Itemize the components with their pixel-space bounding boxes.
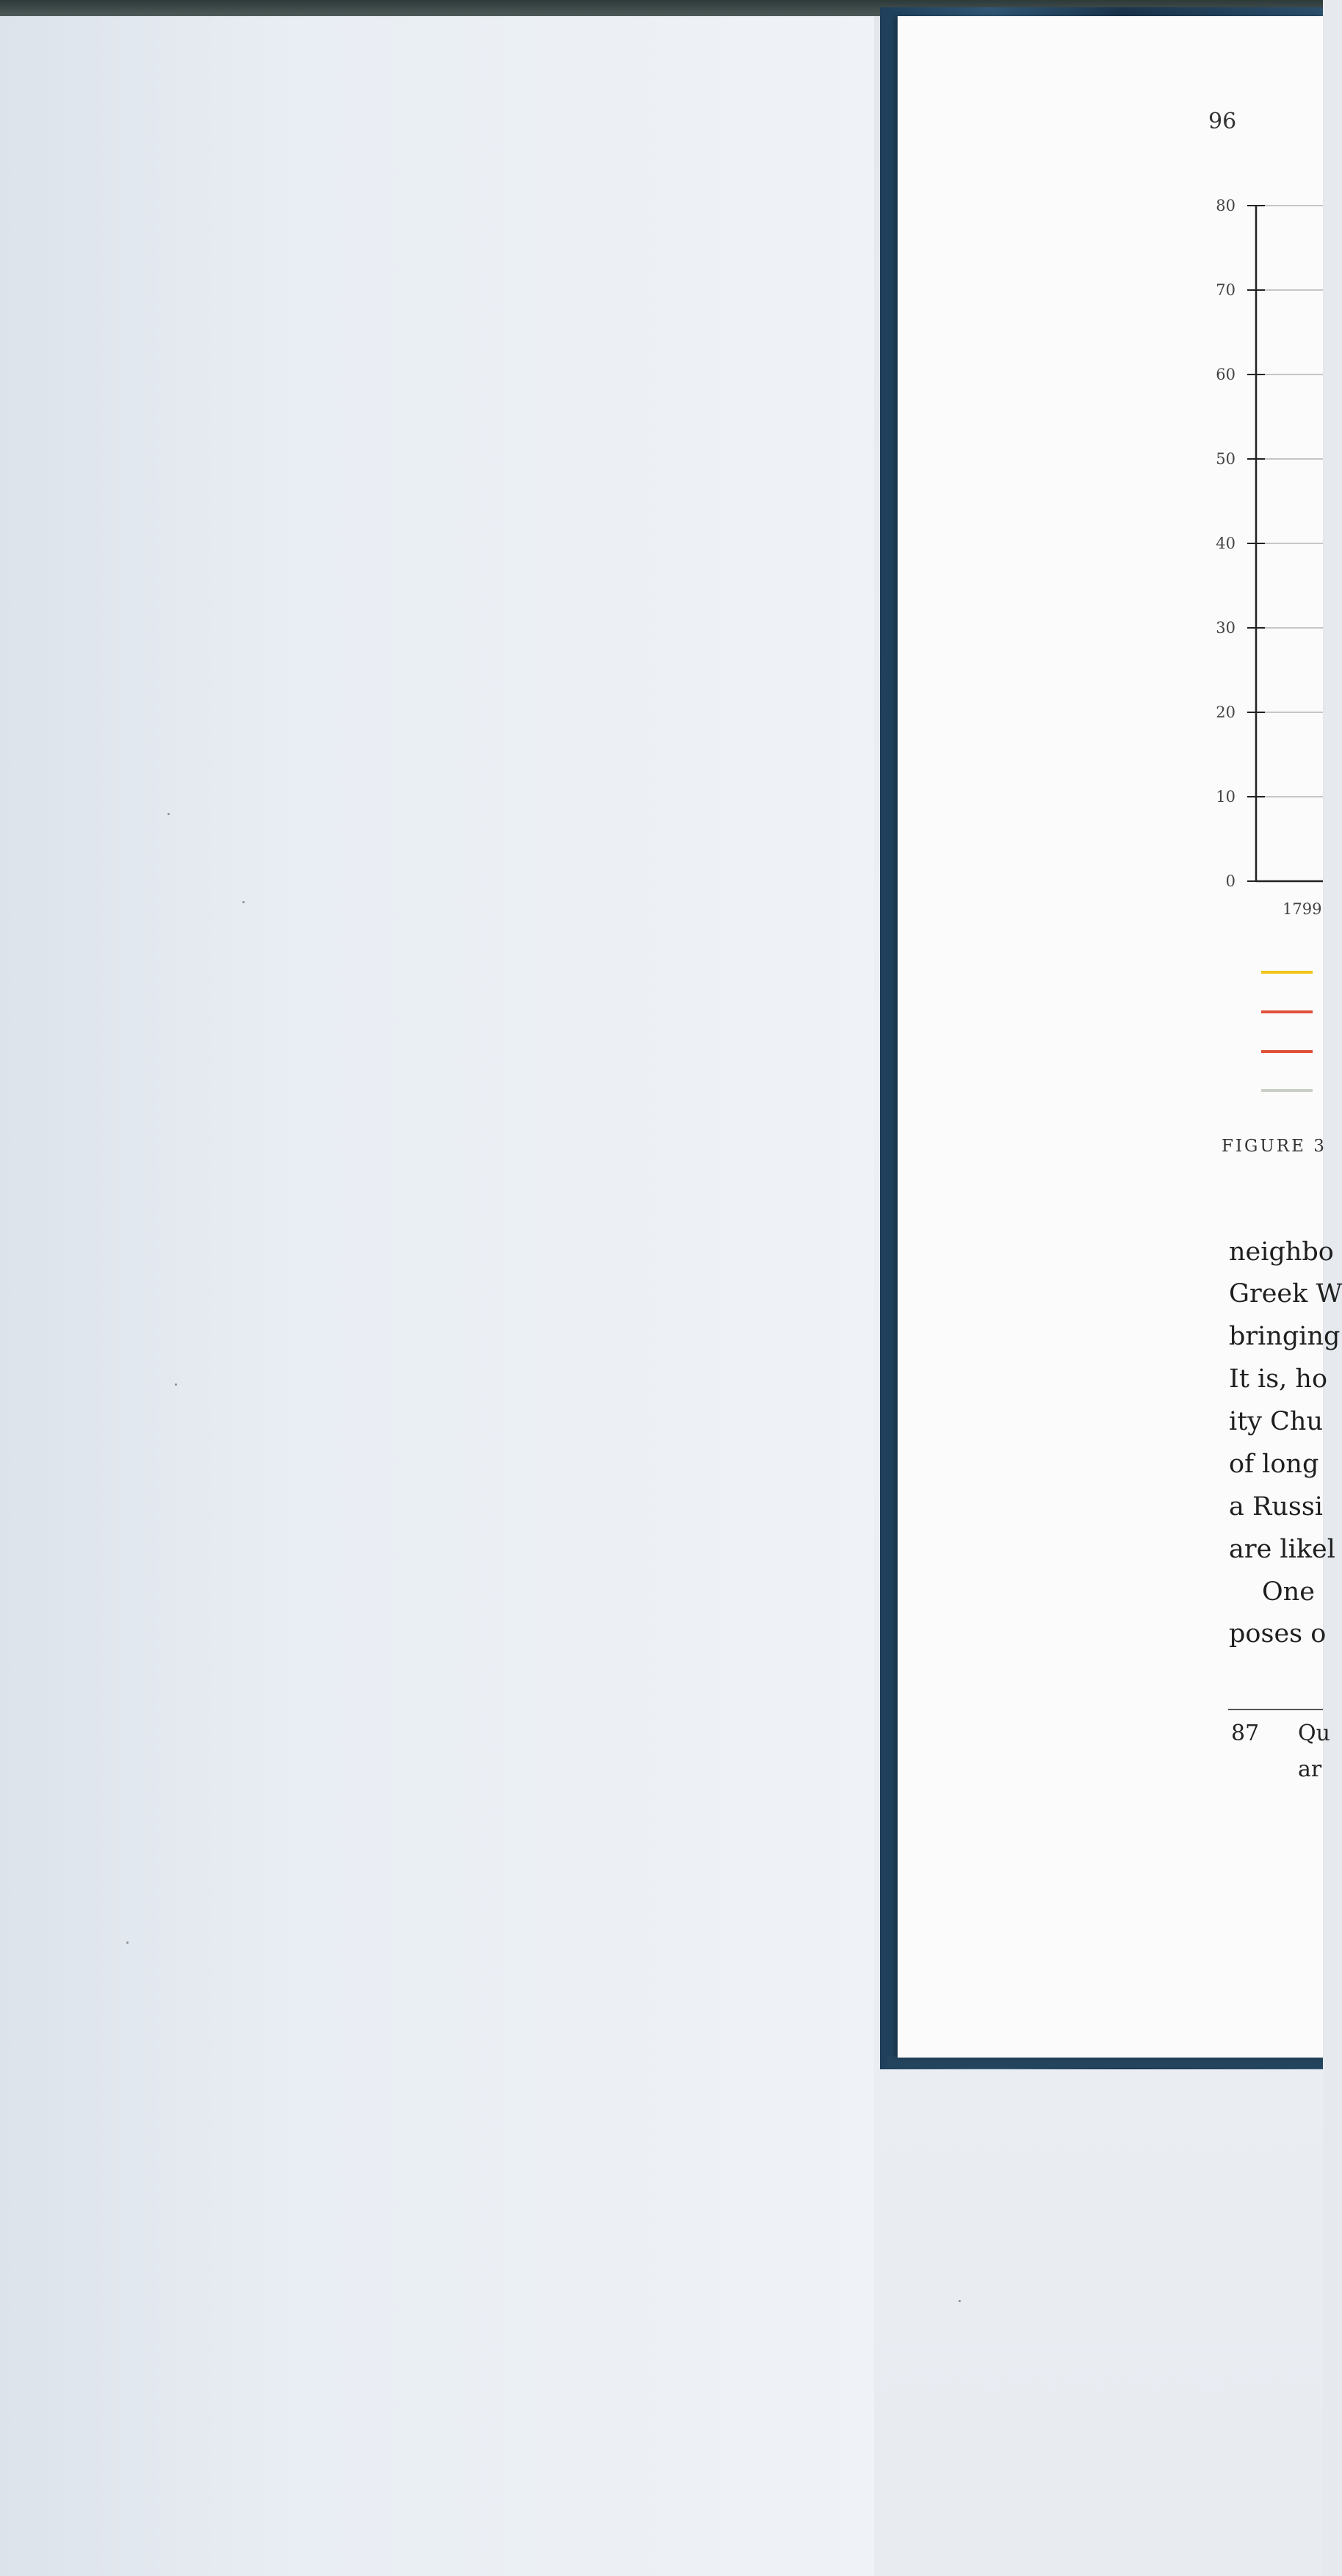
y-tick-label-60: 60 — [1216, 366, 1235, 383]
y-tick-label-40: 40 — [1216, 535, 1235, 552]
paper-speck — [175, 1383, 177, 1386]
legend-swatch-4 — [1261, 1089, 1313, 1092]
y-tick-label-50: 50 — [1216, 450, 1235, 468]
body-line: a Russi — [1229, 1492, 1324, 1522]
body-line: ity Chu — [1229, 1407, 1324, 1436]
y-axis-ticks — [1216, 197, 1265, 890]
paper-speck — [126, 1942, 129, 1944]
body-line: It is, ho — [1229, 1364, 1328, 1394]
y-tick-label-80: 80 — [1216, 197, 1235, 214]
footnote-number: 87 — [1231, 1721, 1260, 1746]
y-tick-label-70: 70 — [1216, 281, 1235, 299]
body-line: bringing — [1229, 1322, 1341, 1351]
page-number: 96 — [1208, 109, 1237, 134]
body-line: poses o — [1229, 1619, 1327, 1649]
x-tick-label-1799: 1799 — [1283, 900, 1322, 918]
chart-gridlines — [1256, 206, 1323, 881]
legend-swatch-3 — [1261, 1050, 1313, 1053]
legend-swatch-2 — [1261, 1010, 1313, 1013]
legend-swatch-1 — [1261, 971, 1313, 974]
paper-speck — [167, 813, 170, 815]
body-line: Greek W — [1229, 1279, 1342, 1309]
footnote-text: Qu — [1298, 1721, 1330, 1746]
left-blank-leaf — [0, 16, 874, 2576]
book-cover-bottom-edge — [887, 2056, 1323, 2068]
figure-caption: FIGURE 3 — [1222, 1137, 1327, 1156]
body-line: neighbo — [1229, 1237, 1334, 1267]
y-tick-label-20: 20 — [1216, 703, 1235, 721]
line-chart — [1190, 184, 1323, 918]
y-tick-label-30: 30 — [1216, 619, 1235, 637]
body-line: of long — [1229, 1450, 1319, 1479]
body-line: One — [1262, 1577, 1315, 1607]
paper-speck — [959, 2300, 961, 2302]
footnote-text: ar — [1298, 1756, 1322, 1782]
paper-speck — [242, 901, 245, 903]
body-line: are likel — [1229, 1535, 1335, 1564]
footnote-rule — [1228, 1709, 1323, 1710]
y-tick-label-0: 0 — [1225, 872, 1235, 890]
y-tick-label-10: 10 — [1216, 788, 1235, 806]
